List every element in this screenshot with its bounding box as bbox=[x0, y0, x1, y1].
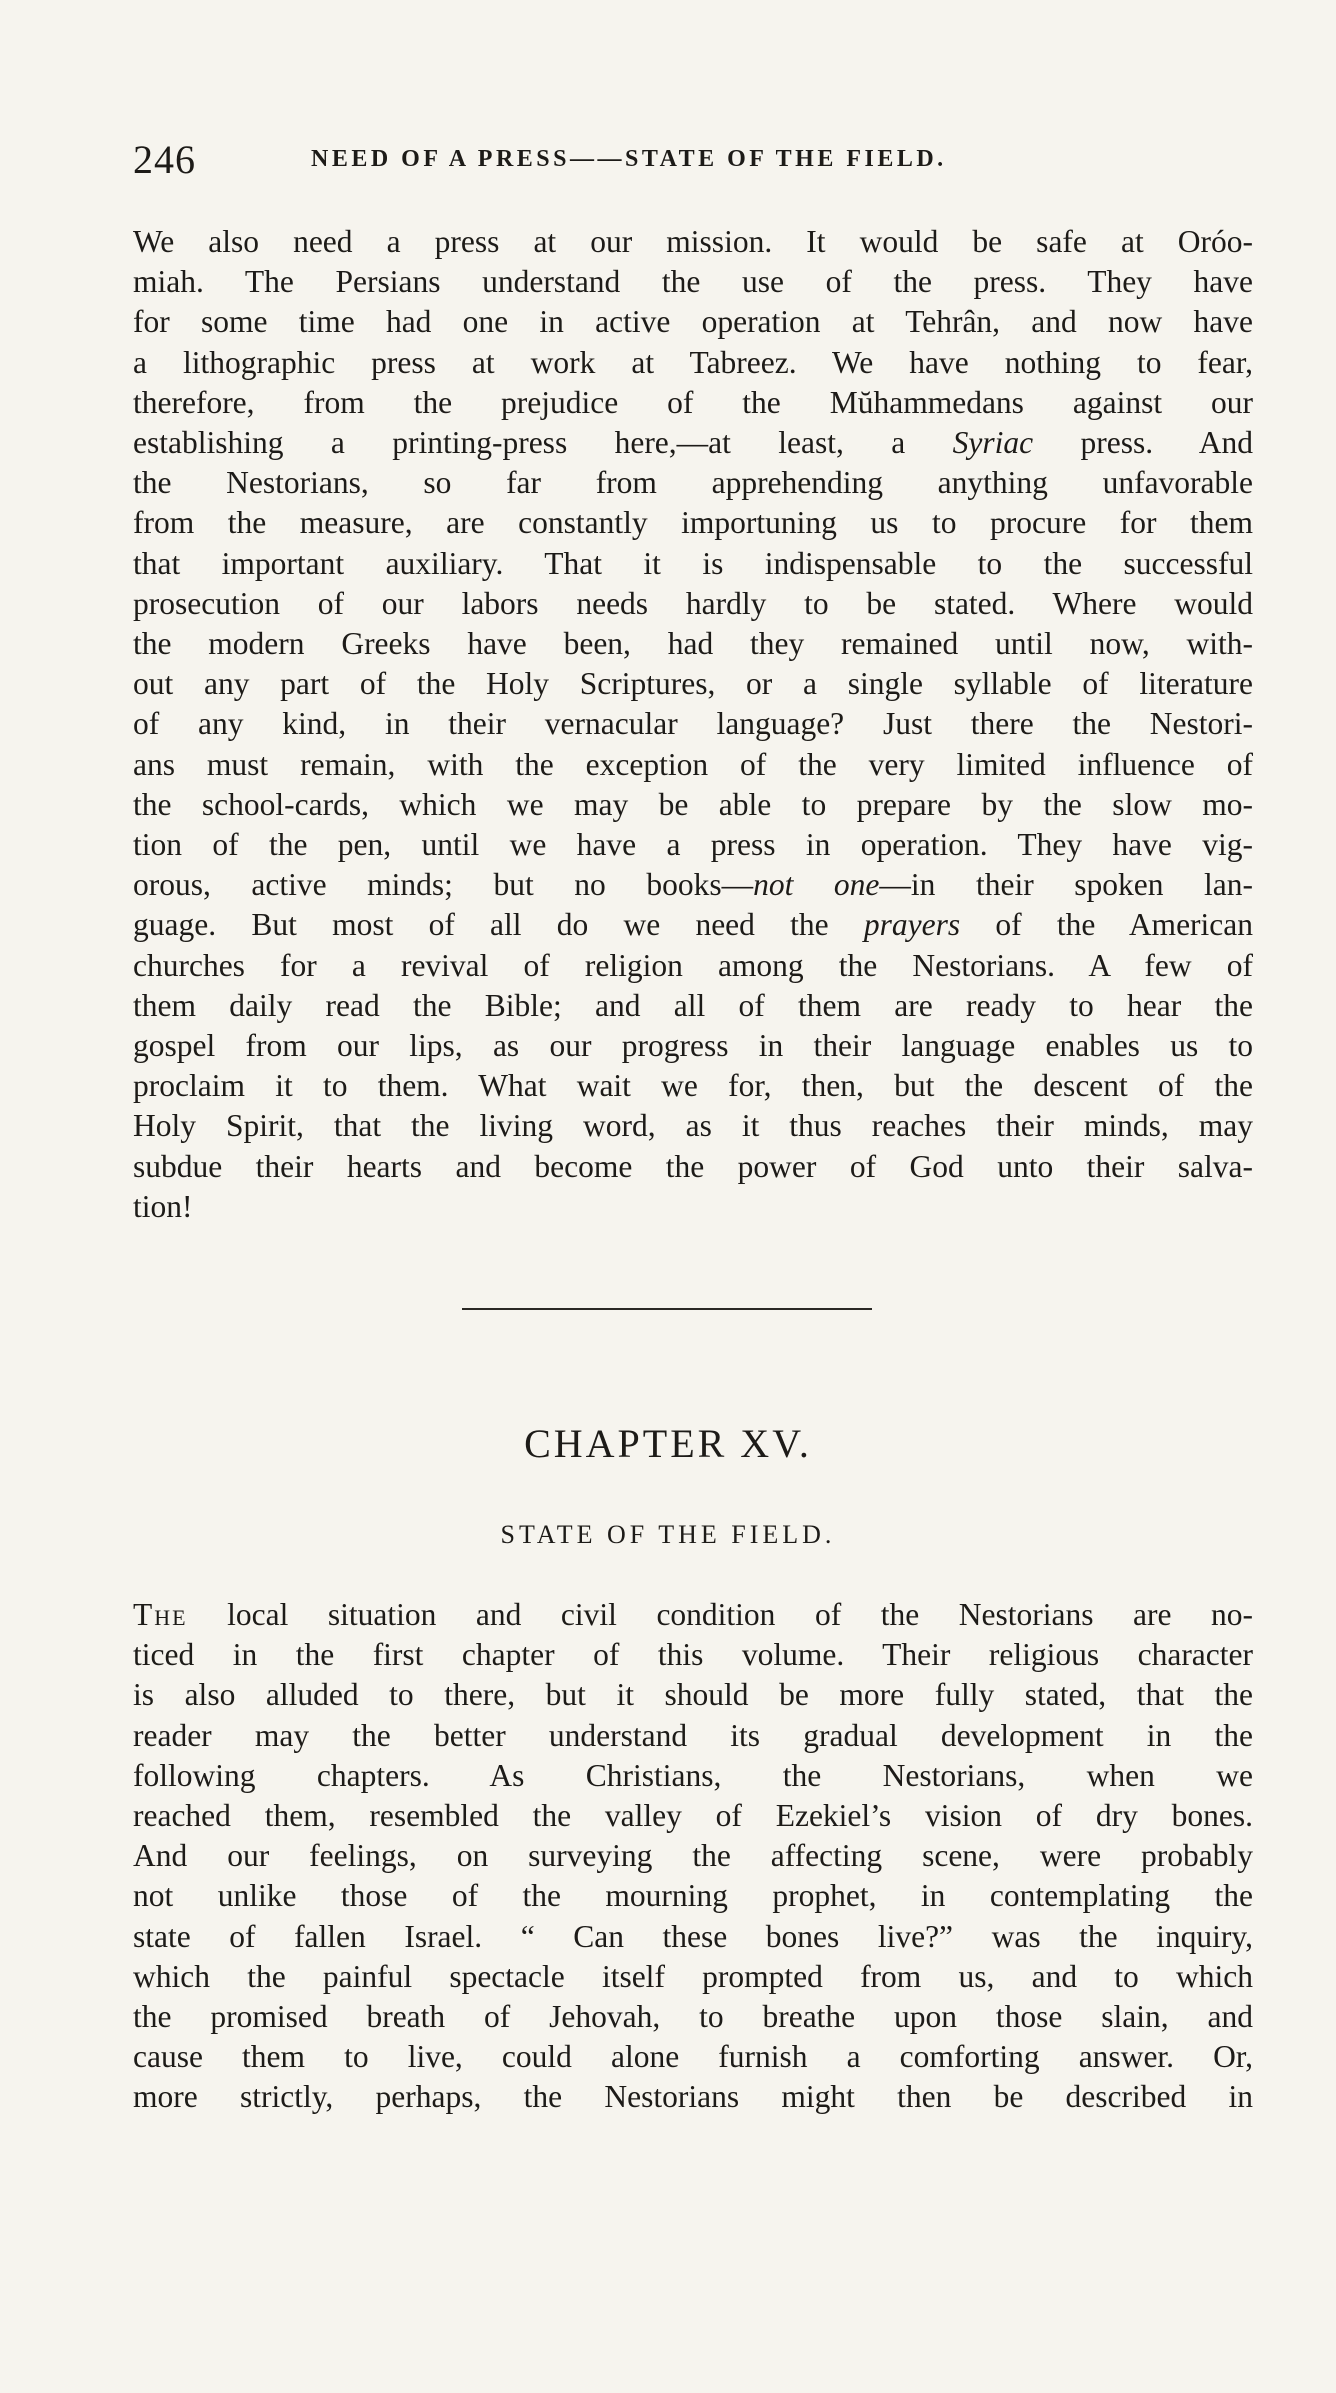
text-line: tion! bbox=[133, 1188, 193, 1224]
text-line: churches for a revival of religion among the Nestorians. A few of bbox=[133, 947, 1253, 983]
text-line: not unlike those of the mourning prophet, in contemplating the bbox=[133, 1878, 1253, 1914]
italic-word: prayers bbox=[863, 907, 961, 943]
text-segment: local situation and civil condition of the Nestorians are no- bbox=[187, 1597, 1253, 1632]
text-segment: guage. But most of all do we need the bbox=[133, 907, 864, 943]
italic-word: not one bbox=[753, 867, 880, 903]
text-line: the promised breath of Jehovah, to breathe upon those slain, and bbox=[133, 1999, 1253, 2035]
text-segment: orous, active minds; but no books— bbox=[133, 867, 754, 903]
text-line: proclaim it to them. What wait we for, then, but the descent of the bbox=[133, 1068, 1253, 1104]
text-line: reached them, resembled the valley of Ezekiel’s vision of dry bones. bbox=[133, 1798, 1253, 1834]
italic-word: Syriac bbox=[952, 425, 1034, 461]
text-line: Holy Spirit, that the living word, as it thus reaches their minds, may bbox=[133, 1108, 1253, 1144]
text-line: gospel from our lips, as our progress in their language enables us to bbox=[133, 1028, 1253, 1064]
text-line: the modern Greeks have been, had they remained until now, with- bbox=[133, 626, 1253, 662]
text-line: tion of the pen, until we have a press in operation. They have vig- bbox=[133, 827, 1253, 863]
text-line: We also need a press at our mission. It would be safe at Oróo- bbox=[133, 224, 1253, 259]
text-segment: —in their spoken lan- bbox=[879, 867, 1253, 903]
text-line: from the measure, are constantly importuning us to procure for them bbox=[133, 505, 1253, 541]
page-header bbox=[133, 136, 1253, 186]
text-line: more strictly, perhaps, the Nestorians might then be described in bbox=[133, 2079, 1253, 2115]
text-line: therefore, from the prejudice of the Mŭhammedans against our bbox=[133, 384, 1253, 420]
text-line bbox=[133, 905, 1253, 945]
text-line bbox=[133, 1595, 1253, 1635]
drop-word: The bbox=[133, 1597, 188, 1632]
text-line: which the painful spectacle itself prompted from us, and to which bbox=[133, 1958, 1253, 1994]
text-line: the school-cards, which we may be able to prepare by the slow mo- bbox=[133, 786, 1253, 822]
text-line: And our feelings, on surveying the affecting scene, were probably bbox=[133, 1838, 1253, 1874]
text-line: a lithographic press at work at Tabreez. We have nothing to fear, bbox=[133, 344, 1253, 380]
text-line: ans must remain, with the exception of the very limited influence of bbox=[133, 746, 1253, 782]
text-segment: press. And bbox=[1033, 425, 1253, 461]
text-line bbox=[133, 865, 1253, 905]
text-segment: of the American bbox=[960, 907, 1253, 943]
section-divider bbox=[462, 1308, 872, 1310]
text-line: reader may the better understand its gradual development in the bbox=[133, 1717, 1253, 1753]
text-line: of any kind, in their vernacular language? Just there the Nestori- bbox=[133, 706, 1253, 742]
text-line: for some time had one in active operation at Tehrân, and now have bbox=[133, 304, 1253, 340]
text-line bbox=[133, 423, 1253, 463]
text-line: prosecution of our labors needs hardly to be stated. Where would bbox=[133, 585, 1253, 621]
text-line: subdue their hearts and become the power of God unto their salva- bbox=[133, 1148, 1253, 1184]
text-segment: establishing a printing-press here,—at least, a bbox=[133, 425, 953, 461]
text-line: cause them to live, could alone furnish a comforting answer. Or, bbox=[133, 2039, 1253, 2075]
chapter-subtitle: STATE OF THE FIELD. bbox=[500, 1520, 836, 1549]
text-line: following chapters. As Christians, the Nestorians, when we bbox=[133, 1757, 1253, 1793]
text-line: that important auxiliary. That it is indispensable to the successful bbox=[133, 545, 1253, 581]
text-line: them daily read the Bible; and all of them are ready to hear the bbox=[133, 987, 1253, 1023]
running-head: NEED OF A PRESS——STATE OF THE FIELD. bbox=[311, 146, 947, 172]
text-line: the Nestorians, so far from apprehending anything unfavorable bbox=[133, 465, 1253, 501]
text-line: ticed in the first chapter of this volume. Their religious character bbox=[133, 1637, 1253, 1673]
text-line: is also alluded to there, but it should be more fully stated, that the bbox=[133, 1677, 1253, 1713]
paragraph-state-of-field bbox=[133, 1595, 1253, 2118]
text-line: out any part of the Holy Scriptures, or a single syllable of literature bbox=[133, 666, 1253, 702]
text-line: miah. The Persians understand the use of the press. They have bbox=[133, 264, 1253, 300]
paragraph-need-of-press bbox=[133, 222, 1253, 1227]
page-number: 246 bbox=[133, 137, 196, 182]
text-line: state of fallen Israel. “ Can these bones live?” was the inquiry, bbox=[133, 1918, 1253, 1954]
chapter-title: CHAPTER XV. bbox=[524, 1421, 812, 1466]
